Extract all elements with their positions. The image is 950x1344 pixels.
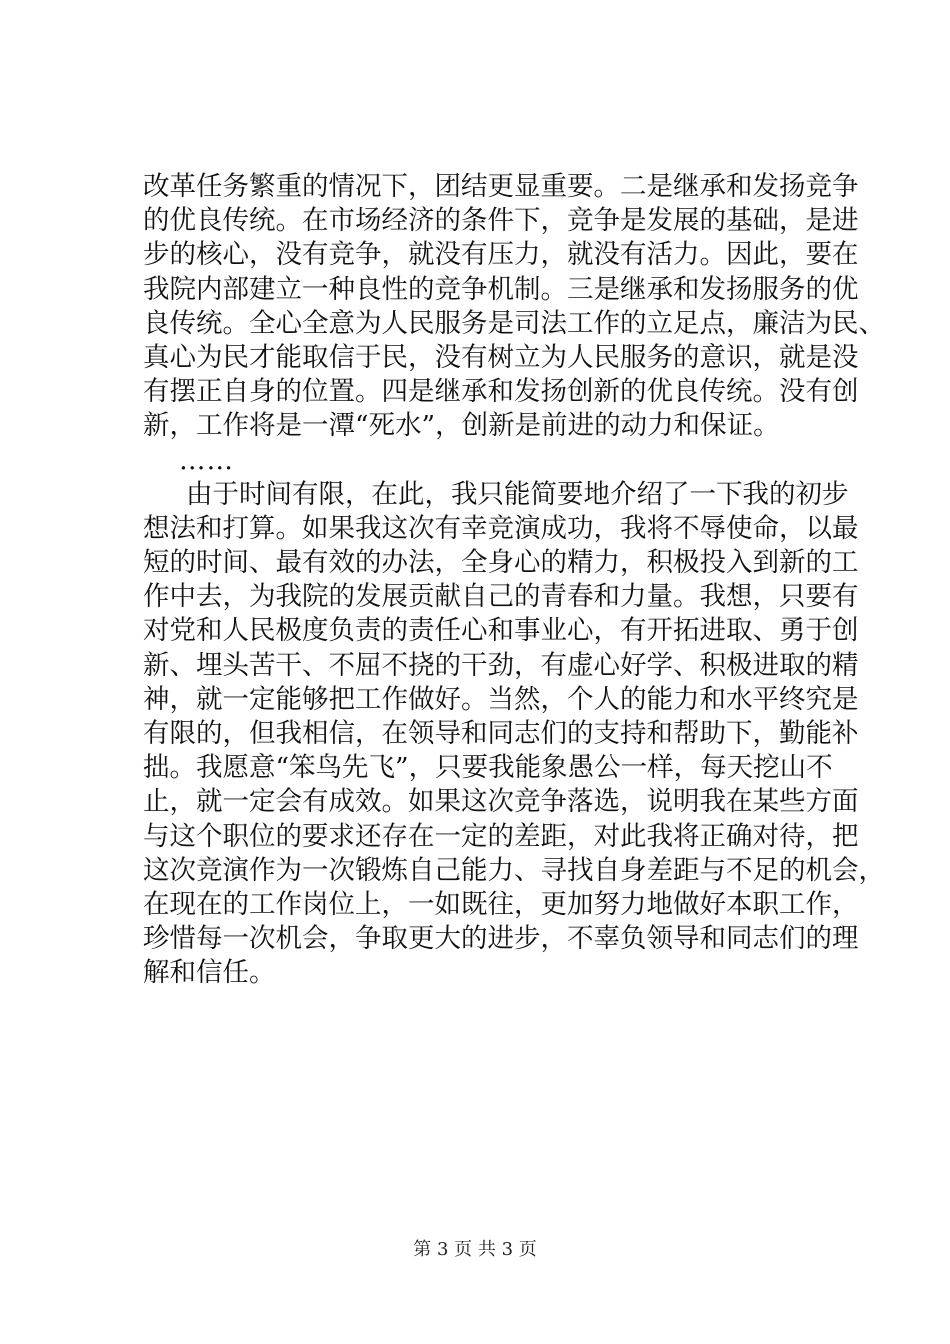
paragraph-line: 有摆正自身的位置。四是继承和发扬创新的优良传统。没有创 (143, 376, 859, 408)
paragraph-line: 新，工作将是一潭“死水”，创新是前进的动力和保证。 (143, 410, 780, 442)
paragraph-line: 想法和打算。如果我这次有幸竞演成功，我将不辱使命，以最 (143, 512, 859, 544)
paragraph-line: 步的核心，没有竞争，就没有压力，就没有活力。因此，要在 (143, 239, 859, 271)
paragraph-line: 珍惜每一次机会，争取更大的进步，不辜负领导和同志们的理 (143, 923, 859, 955)
paragraph-line: 拙。我愿意“笨鸟先飞”，只要我能象愚公一样，每天挖山不 (143, 752, 833, 784)
ellipsis-line: …… (179, 444, 234, 476)
paragraph-line: 这次竞演作为一次锻炼自己能力、寻找自身差距与不足的机会， (143, 854, 885, 886)
paragraph-line: 解和信任。 (143, 957, 276, 989)
paragraph-line: 真心为民才能取信于民，没有树立为人民服务的意识，就是没 (143, 341, 859, 373)
paragraph-line: 新、埋头苦干、不屈不挠的干劲，有虚心好学、积极进取的精 (143, 649, 859, 681)
paragraph-line: 作中去，为我院的发展贡献自己的青春和力量。我想，只要有 (143, 581, 859, 613)
paragraph-line: 对党和人民极度负责的责任心和事业心，有开拓进取、勇于创 (143, 615, 859, 647)
paragraph-line: 有限的，但我相信，在领导和同志们的支持和帮助下，勤能补 (143, 718, 859, 749)
paragraph-line: 短的时间、最有效的办法，全身心的精力，积极投入到新的工 (143, 547, 859, 579)
page-number-footer: 第 3 页 共 3 页 (413, 1239, 537, 1260)
document-body (143, 170, 885, 991)
paragraph-line: 在现在的工作岗位上，一如既往，更加努力地做好本职工作， (143, 888, 859, 920)
paragraph-line: 良传统。全心全意为人民服务是司法工作的立足点，廉洁为民、 (143, 307, 885, 339)
paragraph-line: 我院内部建立一种良性的竞争机制。三是继承和发扬服务的优 (143, 273, 859, 305)
paragraph-line: 由于时间有限，在此，我只能简要地介绍了一下我的初步 (186, 478, 849, 510)
paragraph-line: 神，就一定能够把工作做好。当然，个人的能力和水平终究是 (143, 683, 859, 715)
paragraph-line: 的优良传统。在市场经济的条件下，竞争是发展的基础，是进 (143, 205, 859, 237)
paragraph-line: 与这个职位的要求还存在一定的差距，对此我将正确对待，把 (143, 820, 859, 852)
paragraph-line: 改革任务繁重的情况下，团结更显重要。二是继承和发扬竞争 (143, 171, 859, 202)
paragraph-line: 止，就一定会有成效。如果这次竞争落选，说明我在某些方面 (143, 786, 859, 818)
